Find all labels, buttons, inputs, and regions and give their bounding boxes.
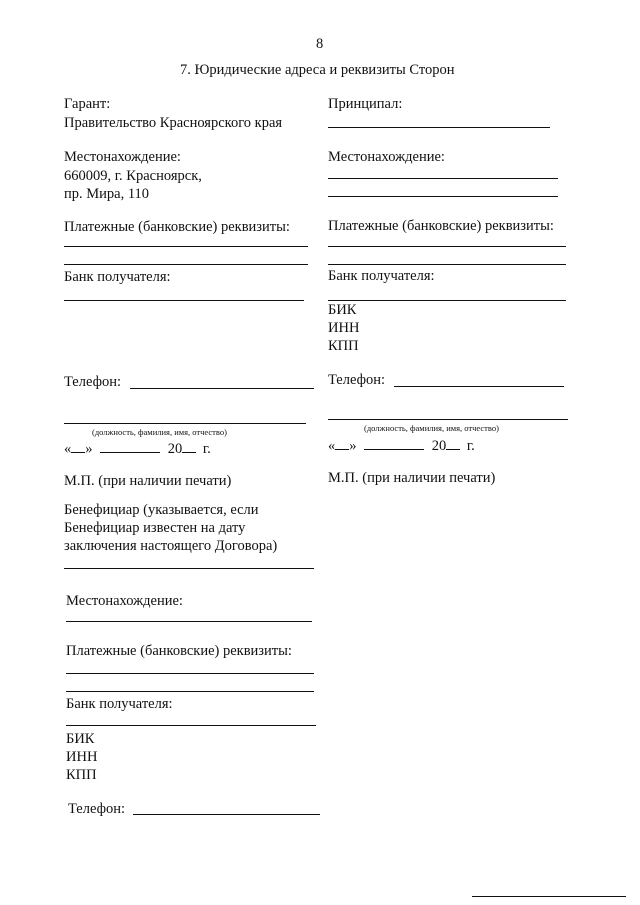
garant-bank-label: Банк получателя: bbox=[64, 269, 171, 285]
date-open-quote: « bbox=[64, 441, 72, 457]
year-suffix: г. bbox=[202, 441, 211, 457]
beneficiary-payment-label: Платежные (банковские) реквизиты: bbox=[66, 643, 292, 659]
beneficiary-location-line bbox=[66, 621, 312, 622]
principal-phone-line bbox=[394, 386, 564, 387]
garant-stamp: М.П. (при наличии печати) bbox=[64, 473, 232, 489]
principal-bik: БИК bbox=[328, 302, 357, 318]
principal-payment-label: Платежные (банковские) реквизиты: bbox=[328, 218, 554, 234]
page-number: 8 bbox=[316, 36, 324, 52]
principal-inn: ИНН bbox=[328, 320, 360, 336]
principal-phone-label: Телефон: bbox=[328, 372, 386, 388]
year-prefix: 20 bbox=[431, 438, 447, 454]
principal-signature-line bbox=[328, 419, 568, 420]
beneficiary-inn: ИНН bbox=[66, 749, 98, 765]
year-blank bbox=[446, 435, 460, 450]
beneficiary-bik: БИК bbox=[66, 731, 95, 747]
principal-stamp: М.П. (при наличии печати) bbox=[328, 470, 496, 486]
garant-payment-label: Платежные (банковские) реквизиты: bbox=[64, 219, 290, 235]
date-close-quote: » bbox=[349, 438, 357, 454]
garant-label: Гарант: bbox=[64, 96, 111, 112]
principal-date bbox=[328, 435, 475, 455]
principal-bank-label: Банк получателя: bbox=[328, 268, 435, 284]
date-close-quote: » bbox=[85, 441, 93, 457]
year-suffix: г. bbox=[466, 438, 475, 454]
beneficiary-label-1: Бенефициар (указывается, если bbox=[64, 502, 259, 518]
month-blank bbox=[364, 435, 424, 450]
principal-signature-caption: (должность, фамилия, имя, отчество) bbox=[364, 423, 499, 433]
principal-bank-line bbox=[328, 300, 566, 301]
beneficiary-bank-label: Банк получателя: bbox=[66, 696, 173, 712]
principal-label: Принципал: bbox=[328, 96, 403, 112]
beneficiary-phone-label: Телефон: bbox=[68, 801, 126, 817]
section-title: 7. Юридические адреса и реквизиты Сторон bbox=[180, 62, 455, 78]
principal-location-line-1 bbox=[328, 178, 558, 179]
beneficiary-kpp: КПП bbox=[66, 767, 97, 783]
garant-payment-line-2 bbox=[64, 264, 308, 265]
beneficiary-label-3: заключения настоящего Договора) bbox=[64, 538, 278, 554]
principal-location-label: Местонахождение: bbox=[328, 149, 445, 165]
principal-name-line bbox=[328, 127, 550, 128]
garant-address-line2: пр. Мира, 110 bbox=[64, 186, 150, 202]
principal-payment-line-1 bbox=[328, 246, 566, 247]
beneficiary-payment-line-1 bbox=[66, 673, 314, 674]
garant-phone-line bbox=[130, 388, 314, 389]
principal-location-line-2 bbox=[328, 196, 558, 197]
beneficiary-payment-line-2 bbox=[66, 691, 314, 692]
year-prefix: 20 bbox=[167, 441, 183, 457]
footer-rule bbox=[472, 896, 626, 897]
principal-payment-line-2 bbox=[328, 264, 566, 265]
garant-address-line1: 660009, г. Красноярск, bbox=[64, 168, 202, 184]
date-open-quote: « bbox=[328, 438, 336, 454]
beneficiary-label-2: Бенефициар известен на дату bbox=[64, 520, 246, 536]
garant-signature-caption: (должность, фамилия, имя, отчество) bbox=[92, 427, 227, 437]
garant-payment-line-1 bbox=[64, 246, 308, 247]
beneficiary-name-line bbox=[64, 568, 314, 569]
garant-date bbox=[64, 438, 211, 458]
garant-location-label: Местонахождение: bbox=[64, 149, 181, 165]
garant-name: Правительство Красноярского края bbox=[64, 115, 283, 131]
month-blank bbox=[100, 438, 160, 453]
beneficiary-location-label: Местонахождение: bbox=[66, 593, 183, 609]
garant-bank-line bbox=[64, 300, 304, 301]
day-blank bbox=[335, 435, 349, 450]
garant-phone-label: Телефон: bbox=[64, 374, 122, 390]
beneficiary-phone-line bbox=[133, 814, 320, 815]
day-blank bbox=[71, 438, 85, 453]
garant-signature-line bbox=[64, 423, 306, 424]
principal-kpp: КПП bbox=[328, 338, 359, 354]
beneficiary-bank-line bbox=[66, 725, 316, 726]
year-blank bbox=[182, 438, 196, 453]
